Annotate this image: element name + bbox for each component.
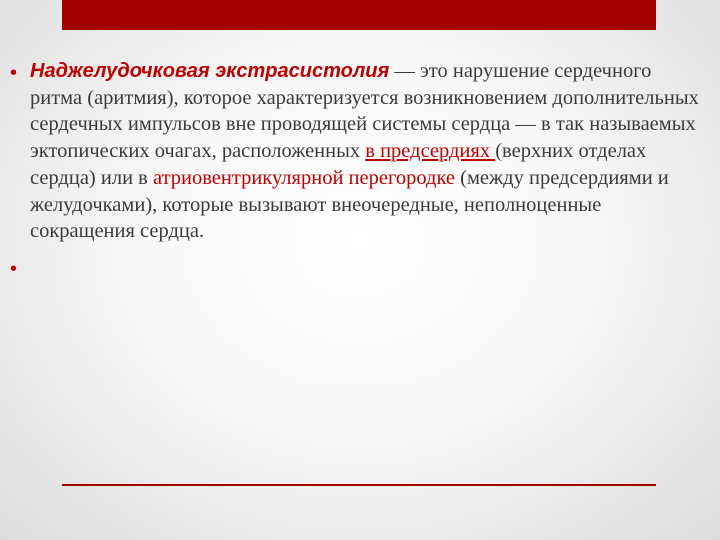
text-segment-2: (верхних отделах сердца) или в xyxy=(30,140,647,189)
slide-content xyxy=(10,58,700,285)
bullet-marker: • xyxy=(10,257,18,280)
top-accent-bar xyxy=(62,0,656,30)
empty-bullet-item xyxy=(10,254,700,285)
bullet-marker: • xyxy=(10,62,18,84)
term-heading: Наджелудочковая экстрасистолия xyxy=(30,60,390,82)
bullet-item xyxy=(10,58,700,245)
text-segment-3: (между предсердиями и желудочками), которые вызывают внеочередные, неполноценные сокращения сердца. xyxy=(30,166,669,243)
bottom-accent-line xyxy=(62,484,656,486)
av-septum-highlight: атриовентрикулярной перегородке xyxy=(152,166,455,189)
atria-link[interactable]: в предсердиях xyxy=(365,140,496,163)
text-segment-1: — это нарушение сердечного ритма (аритмия), которое характеризуется возникновением дополнительных сердечных импульсов вне проводящей системы сердца — в так называемых эктопических очагах, расположенных xyxy=(30,60,699,163)
definition-paragraph xyxy=(30,58,700,245)
